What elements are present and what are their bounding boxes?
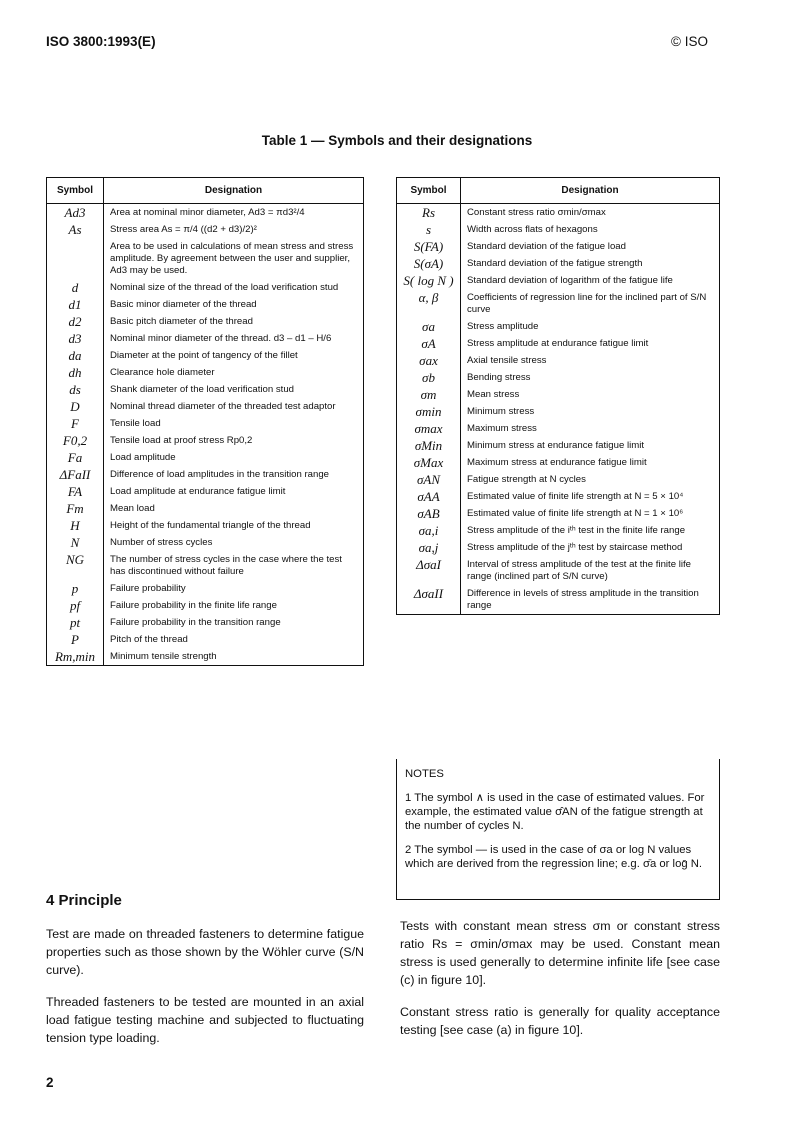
designation-cell: Tensile load at proof stress Rp0,2	[104, 432, 364, 449]
designation-cell: Interval of stress amplitude of the test at the finite life range (inclined part of S/N curve)	[461, 556, 720, 585]
paragraph: Threaded fasteners to be tested are mounted in an axial load fatigue testing machine and subjected to fluctuating tension type loading.	[46, 995, 364, 1045]
paragraph: Tests with constant mean stress σm or constant stress ratio Rs = σmin/σmax may be used. Constant mean stress is used generally to determine infinite life [see case (c) in figure 10].	[400, 919, 720, 987]
designation-cell: Height of the fundamental triangle of the thread	[104, 517, 364, 534]
designation-cell: Failure probability	[104, 580, 364, 597]
designation-cell: Stress area As = π/4 ((d2 + d3)/2)²	[104, 221, 364, 238]
symbol-cell: ΔσaII	[397, 585, 461, 615]
right-column-text	[400, 917, 720, 1053]
table-row	[397, 369, 720, 386]
symbol-cell: H	[47, 517, 104, 534]
designation-cell: Stress amplitude at endurance fatigue limit	[461, 335, 720, 352]
table-row	[397, 318, 720, 335]
symbol-cell: N	[47, 534, 104, 551]
designation-cell: Failure probability in the finite life range	[104, 597, 364, 614]
designation-cell: Stress amplitude of the iᵗʰ test in the finite life range	[461, 522, 720, 539]
symbol-cell: dh	[47, 364, 104, 381]
designation-cell: Maximum stress	[461, 420, 720, 437]
table-row	[47, 204, 364, 222]
designation-cell: Basic pitch diameter of the thread	[104, 313, 364, 330]
symbols-table-left	[46, 177, 364, 666]
table-notes	[396, 759, 720, 900]
table-row	[397, 204, 720, 222]
designation-cell: Difference in levels of stress amplitude in the transition range	[461, 585, 720, 615]
designation-cell: Standard deviation of logarithm of the fatigue life	[461, 272, 720, 289]
designation-cell: Clearance hole diameter	[104, 364, 364, 381]
symbol-cell: σmin	[397, 403, 461, 420]
designation-cell: Minimum stress at endurance fatigue limit	[461, 437, 720, 454]
symbol-cell: σMin	[397, 437, 461, 454]
table-row	[397, 522, 720, 539]
symbol-cell: Fa	[47, 449, 104, 466]
designation-cell: Nominal thread diameter of the threaded test adaptor	[104, 398, 364, 415]
table-row	[47, 313, 364, 330]
paragraph: Constant stress ratio is generally for quality acceptance testing [see case (a) in figure 10].	[400, 1005, 720, 1037]
symbol-cell: σmax	[397, 420, 461, 437]
designation-cell: Nominal minor diameter of the thread. d3 – d1 – H/6	[104, 330, 364, 347]
designation-cell: Standard deviation of the fatigue strength	[461, 255, 720, 272]
symbol-cell: p	[47, 580, 104, 597]
designation-cell: Constant stress ratio σmin/σmax	[461, 204, 720, 222]
table-row	[47, 551, 364, 580]
table-row	[397, 539, 720, 556]
table-row	[47, 364, 364, 381]
copyright-mark: © ISO	[671, 34, 708, 49]
designation-cell: Stress amplitude of the jᵗʰ test by staircase method	[461, 539, 720, 556]
symbol-cell: d	[47, 279, 104, 296]
symbol-cell: F0,2	[47, 432, 104, 449]
table-row	[397, 505, 720, 522]
table-title: Table 1 — Symbols and their designations	[261, 133, 533, 148]
table-row	[47, 279, 364, 296]
table-row	[47, 517, 364, 534]
designation-cell: Fatigue strength at N cycles	[461, 471, 720, 488]
table-row	[47, 648, 364, 666]
symbol-cell: σA	[397, 335, 461, 352]
left-column-text	[46, 925, 364, 1061]
symbol-cell: d2	[47, 313, 104, 330]
table-row	[47, 534, 364, 551]
symbol-cell: D	[47, 398, 104, 415]
table-row	[397, 454, 720, 471]
table-row	[397, 556, 720, 585]
designation-cell: Pitch of the thread	[104, 631, 364, 648]
table-row	[47, 381, 364, 398]
symbol-cell: σa,j	[397, 539, 461, 556]
designation-cell: Tensile load	[104, 415, 364, 432]
designation-cell: Standard deviation of the fatigue load	[461, 238, 720, 255]
symbol-cell: S(σA)	[397, 255, 461, 272]
symbol-cell: ΔFaII	[47, 466, 104, 483]
symbol-cell: As	[47, 221, 104, 238]
symbol-cell: pt	[47, 614, 104, 631]
symbol-cell: d1	[47, 296, 104, 313]
symbol-cell: NG	[47, 551, 104, 580]
symbol-cell: σa	[397, 318, 461, 335]
designation-cell: Stress amplitude	[461, 318, 720, 335]
designation-cell: Area to be used in calculations of mean stress and stress amplitude. By agreement between the user and supplier, Ad3 may be used.	[104, 238, 364, 279]
symbol-cell: d3	[47, 330, 104, 347]
designation-cell: Maximum stress at endurance fatigue limit	[461, 454, 720, 471]
symbol-cell: pf	[47, 597, 104, 614]
designation-cell: Estimated value of finite life strength at N = 1 × 10⁶	[461, 505, 720, 522]
table-row	[47, 221, 364, 238]
symbol-cell: P	[47, 631, 104, 648]
designation-cell: Nominal size of the thread of the load verification stud	[104, 279, 364, 296]
table-row	[397, 238, 720, 255]
designation-cell: Load amplitude	[104, 449, 364, 466]
table-row	[47, 597, 364, 614]
table-row	[397, 403, 720, 420]
designation-cell: Mean load	[104, 500, 364, 517]
symbol-cell: FA	[47, 483, 104, 500]
table-row	[397, 352, 720, 369]
note-1: 1 The symbol ∧ is used in the case of estimated values. For example, the estimated value σ̂AN of the fatigue strength at the number of cycles N.	[405, 792, 705, 832]
table-row	[47, 330, 364, 347]
table-row	[397, 488, 720, 505]
table-row	[47, 449, 364, 466]
symbol-cell: s	[397, 221, 461, 238]
table-row	[47, 466, 364, 483]
table-row	[47, 415, 364, 432]
table-row	[47, 500, 364, 517]
table-row	[397, 437, 720, 454]
symbol-cell: σa,i	[397, 522, 461, 539]
symbol-cell: F	[47, 415, 104, 432]
symbol-cell: Ad3	[47, 204, 104, 222]
designation-cell: Shank diameter of the load verification stud	[104, 381, 364, 398]
document-id: ISO 3800:1993(E)	[46, 34, 156, 49]
designation-cell: Area at nominal minor diameter, Ad3 = πd3²/4	[104, 204, 364, 222]
designation-cell: Load amplitude at endurance fatigue limit	[104, 483, 364, 500]
table-row	[397, 585, 720, 615]
table-row	[397, 255, 720, 272]
table-row	[47, 398, 364, 415]
symbol-cell: σAA	[397, 488, 461, 505]
symbol-cell: da	[47, 347, 104, 364]
symbol-cell: σAB	[397, 505, 461, 522]
symbol-cell: σm	[397, 386, 461, 403]
symbol-column-header: Symbol	[397, 178, 461, 204]
table-row	[47, 631, 364, 648]
symbol-cell	[47, 238, 104, 279]
table-row	[397, 386, 720, 403]
designation-cell: Minimum tensile strength	[104, 648, 364, 666]
designation-column-header: Designation	[461, 178, 720, 204]
designation-cell: Minimum stress	[461, 403, 720, 420]
symbol-cell: σb	[397, 369, 461, 386]
symbol-cell: σMax	[397, 454, 461, 471]
table-row	[47, 483, 364, 500]
designation-cell: The number of stress cycles in the case where the test has discontinued without failure	[104, 551, 364, 580]
designation-cell: Diameter at the point of tangency of the fillet	[104, 347, 364, 364]
table-row	[397, 221, 720, 238]
table-row	[47, 432, 364, 449]
table-row	[47, 580, 364, 597]
note-2: 2 The symbol — is used in the case of σa or log N values which are derived from the regression line; e.g. σ̄a or loḡ N.	[405, 844, 703, 870]
table-row	[397, 272, 720, 289]
symbol-cell: α, β	[397, 289, 461, 318]
table-row	[397, 335, 720, 352]
designation-cell: Estimated value of finite life strength at N = 5 × 10⁴	[461, 488, 720, 505]
symbol-cell: S(FA)	[397, 238, 461, 255]
symbol-cell: ds	[47, 381, 104, 398]
notes-heading: NOTES	[405, 768, 444, 780]
designation-cell: Width across flats of hexagons	[461, 221, 720, 238]
designation-cell: Failure probability in the transition range	[104, 614, 364, 631]
designation-cell: Coefficients of regression line for the inclined part of S/N curve	[461, 289, 720, 318]
symbol-cell: Rs	[397, 204, 461, 222]
table-row	[397, 289, 720, 318]
designation-cell: Number of stress cycles	[104, 534, 364, 551]
table-row	[47, 296, 364, 313]
paragraph: Test are made on threaded fasteners to determine fatigue properties such as those shown by the Wöhler curve (S/N curve).	[46, 927, 364, 977]
symbols-table-right	[396, 177, 720, 615]
table-row	[397, 420, 720, 437]
table-row	[47, 347, 364, 364]
symbol-cell: Fm	[47, 500, 104, 517]
designation-cell: Axial tensile stress	[461, 352, 720, 369]
symbol-cell: σAN	[397, 471, 461, 488]
table-row	[47, 614, 364, 631]
designation-column-header: Designation	[104, 178, 364, 204]
designation-cell: Bending stress	[461, 369, 720, 386]
designation-cell: Basic minor diameter of the thread	[104, 296, 364, 313]
designation-cell: Mean stress	[461, 386, 720, 403]
symbol-cell: ΔσaI	[397, 556, 461, 585]
symbol-cell: σax	[397, 352, 461, 369]
symbol-column-header: Symbol	[47, 178, 104, 204]
page-number: 2	[46, 1075, 54, 1090]
table-row	[47, 238, 364, 279]
designation-cell: Difference of load amplitudes in the transition range	[104, 466, 364, 483]
symbol-cell: Rm,min	[47, 648, 104, 666]
symbol-cell: S( log N )	[397, 272, 461, 289]
section-heading: 4 Principle	[46, 892, 122, 909]
table-row	[397, 471, 720, 488]
